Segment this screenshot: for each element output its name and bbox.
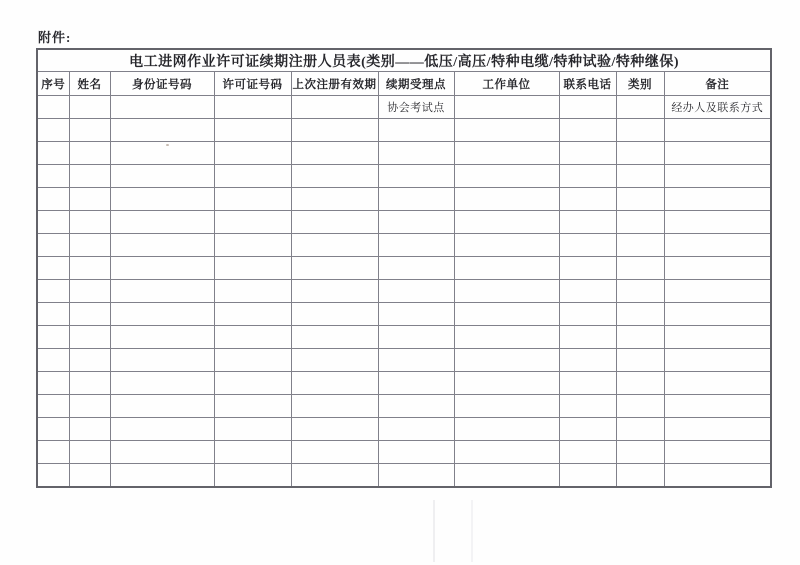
empty-cell (110, 165, 214, 188)
empty-cell (454, 395, 559, 418)
empty-data-row (37, 303, 771, 326)
empty-cell (559, 142, 616, 165)
empty-cell (559, 464, 616, 487)
empty-cell (378, 395, 454, 418)
empty-cell (69, 418, 110, 441)
empty-cell (291, 326, 378, 349)
col-header-renewal-acceptance-point: 续期受理点 (378, 72, 454, 96)
empty-cell (378, 257, 454, 280)
empty-cell (37, 303, 69, 326)
empty-cell (214, 211, 291, 234)
empty-cell (559, 234, 616, 257)
empty-cell (559, 372, 616, 395)
empty-cell (110, 280, 214, 303)
empty-cell (378, 234, 454, 257)
empty-cell (291, 418, 378, 441)
empty-cell (616, 96, 664, 119)
empty-cell (69, 441, 110, 464)
table-title: 电工进网作业许可证续期注册人员表(类别——低压/高压/特种电缆/特种试验/特种继保) (37, 49, 771, 72)
empty-cell (110, 211, 214, 234)
col-header-category: 类别 (616, 72, 664, 96)
empty-cell (664, 372, 771, 395)
empty-cell (664, 165, 771, 188)
empty-cell (616, 188, 664, 211)
empty-cell (69, 464, 110, 487)
scan-streak-artifact (433, 500, 435, 562)
empty-cell (454, 119, 559, 142)
col-header-license-number: 许可证号码 (214, 72, 291, 96)
empty-cell (110, 303, 214, 326)
empty-cell (110, 418, 214, 441)
empty-cell (664, 257, 771, 280)
empty-cell (214, 257, 291, 280)
empty-cell (616, 119, 664, 142)
empty-cell (378, 464, 454, 487)
empty-data-row (37, 326, 771, 349)
empty-cell (69, 395, 110, 418)
empty-cell (454, 303, 559, 326)
empty-cell (664, 234, 771, 257)
empty-cell (454, 96, 559, 119)
empty-cell (378, 441, 454, 464)
empty-data-row (37, 188, 771, 211)
empty-cell (37, 119, 69, 142)
empty-cell (110, 234, 214, 257)
empty-cell (37, 165, 69, 188)
empty-cell (664, 142, 771, 165)
empty-cell (110, 372, 214, 395)
empty-cell (214, 96, 291, 119)
empty-cell (616, 257, 664, 280)
empty-cell (616, 142, 664, 165)
empty-cell (454, 142, 559, 165)
empty-cell (214, 119, 291, 142)
empty-cell (37, 349, 69, 372)
empty-cell (37, 395, 69, 418)
empty-cell (69, 96, 110, 119)
empty-cell (454, 188, 559, 211)
empty-cell (454, 372, 559, 395)
empty-cell (559, 188, 616, 211)
empty-cell (378, 349, 454, 372)
empty-cell (378, 280, 454, 303)
empty-cell (110, 349, 214, 372)
empty-cell (37, 142, 69, 165)
empty-cell (110, 441, 214, 464)
col-header-work-unit: 工作单位 (454, 72, 559, 96)
empty-cell (69, 188, 110, 211)
empty-cell (664, 280, 771, 303)
empty-cell (559, 303, 616, 326)
col-header-contact-phone: 联系电话 (559, 72, 616, 96)
empty-cell (616, 464, 664, 487)
empty-data-row (37, 464, 771, 487)
empty-cell (664, 418, 771, 441)
empty-cell (454, 418, 559, 441)
empty-cell (291, 395, 378, 418)
empty-cell (69, 257, 110, 280)
empty-cell (110, 464, 214, 487)
empty-cell (559, 211, 616, 234)
empty-cell (214, 441, 291, 464)
scan-speck-artifact (166, 144, 169, 146)
empty-cell (214, 349, 291, 372)
empty-data-row (37, 257, 771, 280)
empty-cell (37, 372, 69, 395)
empty-cell (291, 349, 378, 372)
empty-cell (110, 257, 214, 280)
empty-cell (110, 188, 214, 211)
empty-cell (37, 464, 69, 487)
empty-cell (559, 441, 616, 464)
empty-cell (559, 349, 616, 372)
empty-cell (616, 280, 664, 303)
empty-cell (110, 142, 214, 165)
empty-cell (378, 211, 454, 234)
empty-cell (378, 326, 454, 349)
table-header-row (37, 72, 771, 96)
empty-cell (37, 257, 69, 280)
empty-cell (69, 372, 110, 395)
empty-cell (69, 119, 110, 142)
empty-cell (616, 349, 664, 372)
renewal-registration-table (36, 48, 772, 488)
empty-cell (664, 188, 771, 211)
empty-cell (616, 441, 664, 464)
empty-cell (454, 280, 559, 303)
empty-cell (378, 418, 454, 441)
empty-cell (291, 211, 378, 234)
empty-cell (291, 280, 378, 303)
col-header-name: 姓名 (69, 72, 110, 96)
empty-cell (37, 188, 69, 211)
empty-cell (214, 395, 291, 418)
empty-cell (616, 165, 664, 188)
empty-data-row (37, 234, 771, 257)
empty-data-row (37, 119, 771, 142)
empty-cell (616, 395, 664, 418)
empty-data-row (37, 372, 771, 395)
subheader-row (37, 96, 771, 119)
empty-cell (214, 188, 291, 211)
empty-cell (214, 303, 291, 326)
empty-cell (37, 234, 69, 257)
empty-cell (454, 165, 559, 188)
empty-cell (291, 96, 378, 119)
empty-cell (291, 303, 378, 326)
empty-data-row (37, 280, 771, 303)
empty-cell (291, 119, 378, 142)
empty-cell (37, 211, 69, 234)
empty-cell (664, 349, 771, 372)
empty-cell (454, 257, 559, 280)
empty-cell (616, 303, 664, 326)
empty-cell (559, 280, 616, 303)
attachment-label: 附件: (38, 30, 72, 45)
empty-cell (664, 441, 771, 464)
empty-cell (37, 441, 69, 464)
empty-cell (37, 418, 69, 441)
empty-cell (214, 165, 291, 188)
empty-cell (616, 234, 664, 257)
empty-cell (69, 234, 110, 257)
col-header-last-registration-validity: 上次注册有效期 (291, 72, 378, 96)
col-header-remarks: 备注 (664, 72, 771, 96)
renewal-point-subcell: 协会考试点 (378, 96, 454, 119)
empty-cell (291, 372, 378, 395)
empty-cell (616, 372, 664, 395)
empty-cell (291, 188, 378, 211)
empty-cell (214, 418, 291, 441)
empty-data-row (37, 211, 771, 234)
empty-cell (378, 165, 454, 188)
empty-data-row (37, 142, 771, 165)
empty-cell (664, 326, 771, 349)
empty-cell (378, 142, 454, 165)
empty-cell (214, 280, 291, 303)
empty-cell (616, 418, 664, 441)
remark-subcell: 经办人及联系方式 (664, 96, 771, 119)
empty-cell (110, 119, 214, 142)
empty-cell (454, 211, 559, 234)
empty-cell (291, 257, 378, 280)
empty-cell (454, 464, 559, 487)
empty-cell (291, 165, 378, 188)
empty-data-row (37, 165, 771, 188)
empty-cell (454, 349, 559, 372)
empty-cell (214, 464, 291, 487)
empty-cell (110, 96, 214, 119)
empty-cell (378, 372, 454, 395)
empty-cell (214, 234, 291, 257)
empty-cell (559, 96, 616, 119)
empty-cell (214, 142, 291, 165)
col-header-index: 序号 (37, 72, 69, 96)
empty-cell (664, 211, 771, 234)
empty-cell (37, 280, 69, 303)
empty-cell (291, 234, 378, 257)
empty-cell (214, 372, 291, 395)
empty-data-row (37, 418, 771, 441)
empty-cell (559, 418, 616, 441)
empty-cell (214, 326, 291, 349)
empty-cell (69, 142, 110, 165)
empty-cell (37, 96, 69, 119)
empty-cell (559, 395, 616, 418)
empty-cell (616, 211, 664, 234)
table-title-row (37, 49, 771, 72)
empty-cell (110, 395, 214, 418)
empty-data-row (37, 441, 771, 464)
empty-cell (69, 349, 110, 372)
col-header-id-number: 身份证号码 (110, 72, 214, 96)
empty-cell (378, 119, 454, 142)
empty-cell (664, 303, 771, 326)
empty-cell (454, 326, 559, 349)
empty-data-row (37, 349, 771, 372)
empty-cell (291, 142, 378, 165)
empty-cell (69, 326, 110, 349)
empty-cell (664, 119, 771, 142)
empty-cell (378, 303, 454, 326)
scan-streak-artifact (471, 500, 473, 562)
empty-cell (664, 395, 771, 418)
empty-cell (559, 257, 616, 280)
empty-cell (559, 119, 616, 142)
empty-cell (291, 464, 378, 487)
empty-cell (37, 326, 69, 349)
empty-cell (291, 441, 378, 464)
empty-cell (454, 441, 559, 464)
empty-cell (69, 280, 110, 303)
empty-cell (454, 234, 559, 257)
empty-cell (69, 211, 110, 234)
empty-cell (378, 188, 454, 211)
empty-cell (110, 326, 214, 349)
empty-cell (69, 165, 110, 188)
empty-cell (559, 326, 616, 349)
empty-data-row (37, 395, 771, 418)
empty-cell (616, 326, 664, 349)
empty-cell (559, 165, 616, 188)
empty-cell (664, 464, 771, 487)
empty-cell (69, 303, 110, 326)
